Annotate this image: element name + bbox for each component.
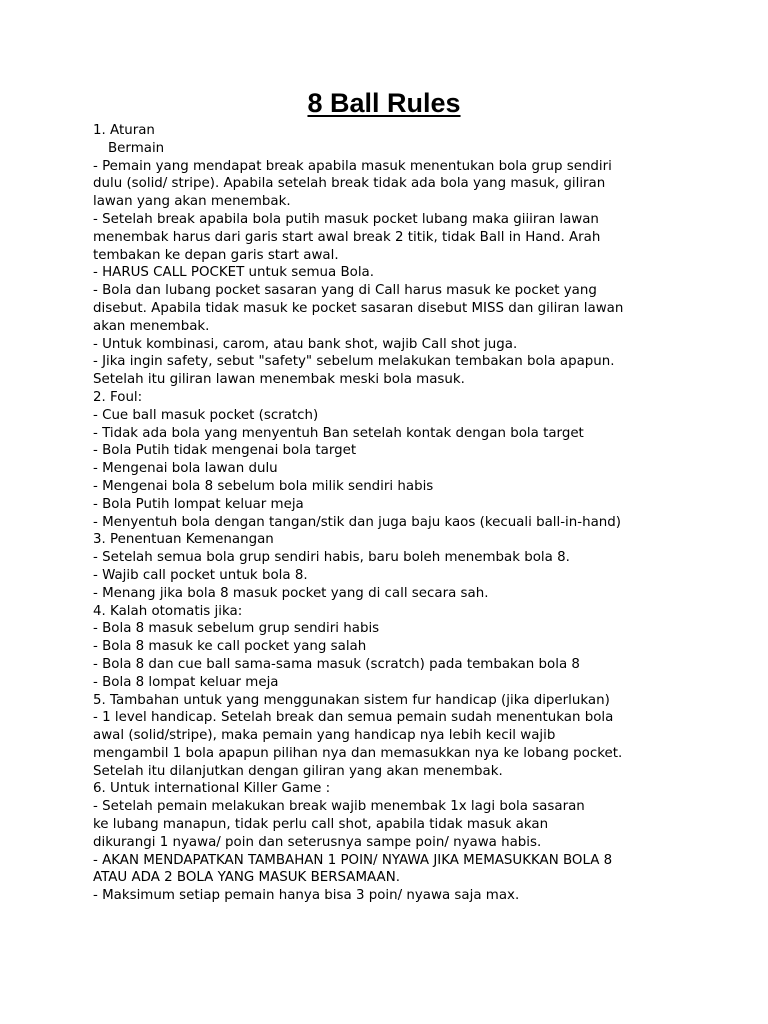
section-heading-continued: Bermain xyxy=(108,140,165,156)
text-line: dulu (solid/ stripe). Apabila setelah break tidak ada bola yang masuk, giliran xyxy=(93,176,606,192)
text-line: Setelah itu giliran lawan menembak meski bola masuk. xyxy=(93,372,465,388)
section-heading: 5. Tambahan untuk yang menggunakan sistem fur handicap (jika diperlukan) xyxy=(93,692,610,708)
text-line: - Maksimum setiap pemain hanya bisa 3 poin/ nyawa saja max. xyxy=(93,888,520,904)
text-line: tembakan ke depan garis start awal. xyxy=(93,247,339,263)
text-line: - Menyentuh bola dengan tangan/stik dan juga baju kaos (kecuali ball-in-hand) xyxy=(93,514,622,530)
text-line: - Tidak ada bola yang menyentuh Ban setelah kontak dengan bola target xyxy=(93,425,584,441)
document-title: 8 Ball Rules xyxy=(307,88,461,118)
text-line: - Bola Putih tidak mengenai bola target xyxy=(93,443,357,459)
section-heading: 2. Foul: xyxy=(93,389,143,405)
section-heading: 4. Kalah otomatis jika: xyxy=(93,603,243,619)
text-line: ke lubang manapun, tidak perlu call shot, apabila tidak masuk akan xyxy=(93,817,549,833)
text-line: - Setelah break apabila bola putih masuk pocket lubang maka giiiran lawan xyxy=(93,211,599,227)
text-line: - Mengenai bola 8 sebelum bola milik sendiri habis xyxy=(93,478,434,494)
text-line: - Cue ball masuk pocket (scratch) xyxy=(93,407,319,423)
text-line: dikurangi 1 nyawa/ poin dan seterusnya sampe poin/ nyawa habis. xyxy=(93,834,542,850)
text-line: - Bola 8 lompat keluar meja xyxy=(93,674,279,690)
text-line: - Jika ingin safety, sebut "safety" sebelum melakukan tembakan bola apapun. xyxy=(93,354,615,370)
text-line: awal (solid/stripe), maka pemain yang handicap nya lebih kecil wajib xyxy=(93,728,556,744)
section-heading: 6. Untuk international Killer Game : xyxy=(93,781,331,797)
text-line: - Bola dan lubang pocket sasaran yang di Call harus masuk ke pocket yang xyxy=(93,283,597,299)
text-line: - Menang jika bola 8 masuk pocket yang di call secara sah. xyxy=(93,585,489,601)
text-line: ATAU ADA 2 BOLA YANG MASUK BERSAMAAN. xyxy=(93,870,400,886)
text-line: - Bola 8 dan cue ball sama-sama masuk (scratch) pada tembakan bola 8 xyxy=(93,656,580,672)
text-line: - Untuk kombinasi, carom, atau bank shot, wajib Call shot juga. xyxy=(93,336,518,352)
text-line: akan menembak. xyxy=(93,318,210,334)
text-line: - 1 level handicap. Setelah break dan semua pemain sudah menentukan bola xyxy=(93,710,614,726)
text-line: - Bola 8 masuk ke call pocket yang salah xyxy=(93,639,367,655)
text-line: lawan yang akan menembak. xyxy=(93,194,291,210)
text-line: - Bola Putih lompat keluar meja xyxy=(93,496,304,512)
text-line: - HARUS CALL POCKET untuk semua Bola. xyxy=(93,265,375,281)
section-heading: 1. Aturan xyxy=(93,123,155,138)
text-line: disebut. Apabila tidak masuk ke pocket sasaran disebut MISS dan giliran lawan xyxy=(93,300,624,316)
text-line: menembak harus dari garis start awal break 2 titik, tidak Ball in Hand. Arah xyxy=(93,229,601,245)
text-line: - Bola 8 masuk sebelum grup sendiri habis xyxy=(93,621,380,637)
text-line: - AKAN MENDAPATKAN TAMBAHAN 1 POIN/ NYAWA JIKA MEMASUKKAN BOLA 8 xyxy=(93,852,613,868)
text-line: - Mengenai bola lawan dulu xyxy=(93,461,278,477)
text-line: mengambil 1 bola apapun pilihan nya dan memasukkan nya ke lobang pocket. xyxy=(93,745,623,761)
text-line: - Pemain yang mendapat break apabila masuk menentukan bola grup sendiri xyxy=(93,158,612,174)
text-line: - Setelah semua bola grup sendiri habis, baru boleh menembak bola 8. xyxy=(93,550,570,566)
text-line: - Wajib call pocket untuk bola 8. xyxy=(93,567,308,583)
text-line: Setelah itu dilanjutkan dengan giliran yang akan menembak. xyxy=(93,763,503,779)
text-line: - Setelah pemain melakukan break wajib menembak 1x lagi bola sasaran xyxy=(93,799,585,815)
document-body xyxy=(93,122,673,905)
section-heading: 3. Penentuan Kemenangan xyxy=(93,532,274,548)
